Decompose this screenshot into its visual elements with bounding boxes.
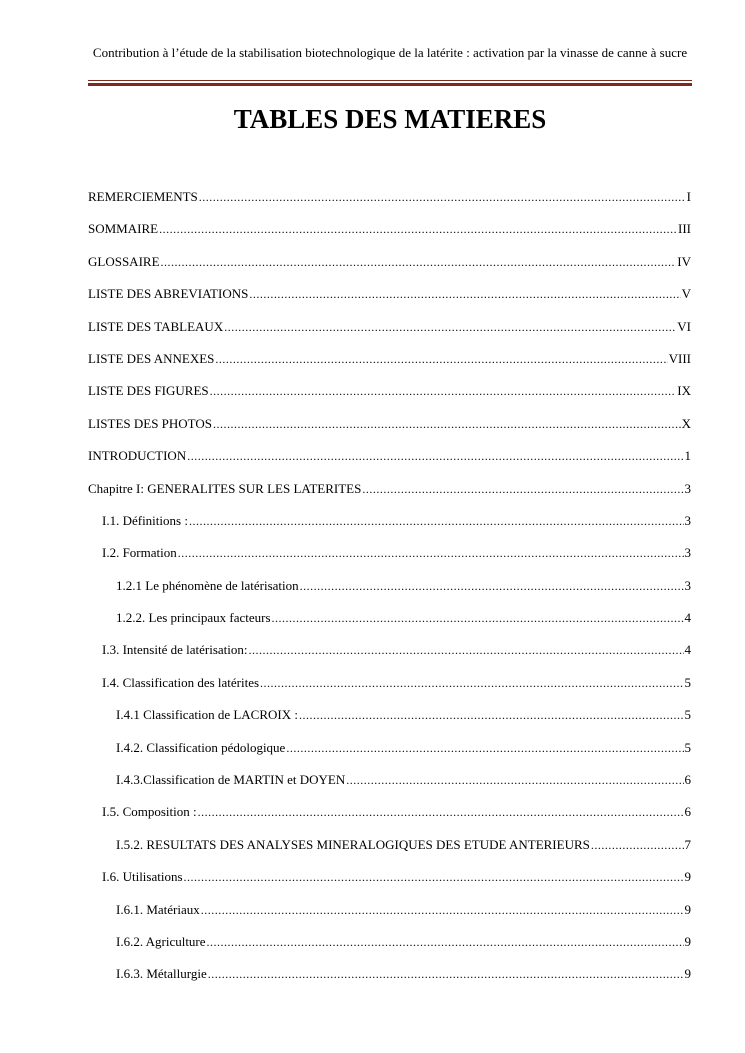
toc-entry-page: 5 [684, 707, 691, 723]
toc-dot-leader [207, 933, 684, 951]
toc-entry[interactable] [88, 965, 691, 997]
toc-entry-page: 9 [684, 933, 691, 949]
toc-entry-page: 5 [684, 674, 691, 690]
toc-dot-leader [299, 706, 684, 724]
toc-entry-page: 9 [684, 869, 691, 885]
header-rule-thin [88, 80, 692, 81]
toc-entry-label: 1.2.2. Les principaux facteurs [116, 610, 271, 626]
toc-entry[interactable] [88, 674, 691, 706]
toc-entry-label: I.4. Classification des latérites [102, 674, 260, 690]
toc-entry-label: I.6.2. Agriculture [116, 933, 206, 949]
toc-entry[interactable] [88, 609, 691, 641]
toc-entry-page: 3 [684, 512, 691, 528]
toc-entry-label: I.6.1. Matériaux [116, 901, 200, 917]
toc-dot-leader [159, 220, 677, 238]
toc-entry-page: 7 [684, 836, 691, 852]
toc-dot-leader [184, 868, 684, 886]
toc-entry-page: 3 [684, 545, 691, 561]
toc-entry[interactable] [88, 577, 691, 609]
toc-entry-page: 1 [684, 448, 691, 464]
toc-entry[interactable] [88, 382, 691, 414]
toc-entry-label: I.2. Formation [102, 545, 177, 561]
toc-entry-label: GLOSSAIRE [88, 253, 160, 269]
toc-entry-page: VI [677, 318, 691, 334]
toc-entry-label: LISTES DES PHOTOS [88, 415, 213, 431]
toc-dot-leader [248, 641, 683, 659]
toc-entry-label: REMERCIEMENTS [88, 189, 198, 204]
header-rule-thick [88, 83, 692, 86]
toc-entry-page: 3 [684, 480, 691, 496]
toc-dot-leader [215, 350, 667, 368]
toc-entry-page: 9 [684, 966, 691, 982]
toc-entry[interactable] [88, 512, 691, 544]
toc-entry[interactable] [88, 933, 691, 965]
toc-entry[interactable] [88, 253, 691, 285]
toc-entry-label: I.5.2. RESULTATS DES ANALYSES MINERALOGIQUES DES ETUDE ANTERIEURS [116, 836, 590, 852]
toc-dot-leader [198, 803, 684, 821]
toc-dot-leader [224, 318, 676, 336]
toc-dot-leader [300, 577, 684, 595]
page-title: TABLES DES MATIERES [233, 104, 547, 134]
toc-entry-page: VIII [668, 350, 691, 366]
toc-entry[interactable] [88, 641, 691, 673]
toc-entry[interactable] [88, 318, 691, 350]
toc-dot-leader [161, 253, 677, 271]
table-of-contents [88, 188, 691, 998]
toc-entry-label: Chapitre I: GENERALITES SUR LES LATERITES [88, 480, 362, 496]
toc-entry-page: 4 [684, 642, 691, 658]
toc-dot-leader [210, 382, 677, 400]
toc-dot-leader [208, 965, 684, 983]
toc-entry[interactable] [88, 415, 691, 447]
running-header: Contribution à l’étude de la stabilisation biotechnologique de la latérite : activation par la vinasse de canne à sucre [92, 45, 688, 60]
toc-entry-label: I.6. Utilisations [102, 869, 183, 885]
toc-entry[interactable] [88, 901, 691, 933]
toc-entry[interactable] [88, 771, 691, 803]
toc-entry[interactable] [88, 706, 691, 738]
toc-entry-label: INTRODUCTION [88, 448, 187, 464]
toc-entry-label: I.4.3.Classification de MARTIN et DOYEN [116, 772, 346, 788]
toc-entry-label: LISTE DES FIGURES [88, 383, 209, 399]
toc-entry-label: LISTE DES ANNEXES [88, 350, 215, 366]
toc-dot-leader [591, 836, 684, 854]
toc-dot-leader [272, 609, 684, 627]
toc-entry-label: LISTE DES ABREVIATIONS [88, 286, 249, 302]
toc-entry[interactable] [88, 285, 691, 317]
toc-dot-leader [213, 415, 681, 433]
toc-dot-leader [286, 739, 683, 757]
toc-dot-leader [249, 285, 680, 303]
toc-entry[interactable] [88, 220, 691, 252]
toc-dot-leader [178, 544, 684, 562]
toc-entry-page: 6 [684, 772, 691, 788]
toc-entry-page: 6 [684, 804, 691, 820]
toc-entry-label: I.6.3. Métallurgie [116, 966, 207, 982]
toc-entry-label: I.1. Définitions : [102, 512, 188, 528]
toc-dot-leader [189, 512, 684, 530]
toc-dot-leader [260, 674, 683, 692]
toc-dot-leader [199, 188, 686, 206]
toc-dot-leader [346, 771, 683, 789]
toc-entry[interactable] [88, 836, 691, 868]
toc-entry[interactable] [88, 868, 691, 900]
toc-entry[interactable] [88, 447, 691, 479]
toc-entry[interactable] [88, 739, 691, 771]
toc-dot-leader [187, 447, 683, 465]
toc-entry[interactable] [88, 350, 691, 382]
toc-entry-label: 1.2.1 Le phénomène de latérisation [116, 577, 299, 593]
toc-entry-page: IV [677, 253, 691, 269]
toc-entry-label: LISTE DES TABLEAUX [88, 318, 224, 334]
toc-entry-page: X [681, 415, 691, 431]
toc-dot-leader [362, 480, 683, 498]
toc-entry-page: I [686, 189, 691, 204]
toc-entry-page: 5 [684, 739, 691, 755]
toc-entry[interactable] [88, 188, 691, 220]
toc-entry[interactable] [88, 544, 691, 576]
toc-entry-page: 3 [684, 577, 691, 593]
toc-dot-leader [201, 901, 684, 919]
toc-entry-label: I.4.2. Classification pédologique [116, 739, 286, 755]
toc-entry-page: 4 [684, 610, 691, 626]
toc-entry-label: SOMMAIRE [88, 221, 159, 237]
toc-entry[interactable] [88, 803, 691, 835]
toc-entry-page: 9 [684, 901, 691, 917]
toc-entry-page: III [678, 221, 691, 237]
toc-entry-label: I.5. Composition : [102, 804, 197, 820]
toc-entry-page: V [681, 286, 691, 302]
toc-entry[interactable] [88, 480, 691, 512]
toc-entry-label: I.4.1 Classification de LACROIX : [116, 707, 298, 723]
toc-entry-label: I.3. Intensité de latérisation: [102, 642, 248, 658]
toc-entry-page: IX [677, 383, 691, 399]
